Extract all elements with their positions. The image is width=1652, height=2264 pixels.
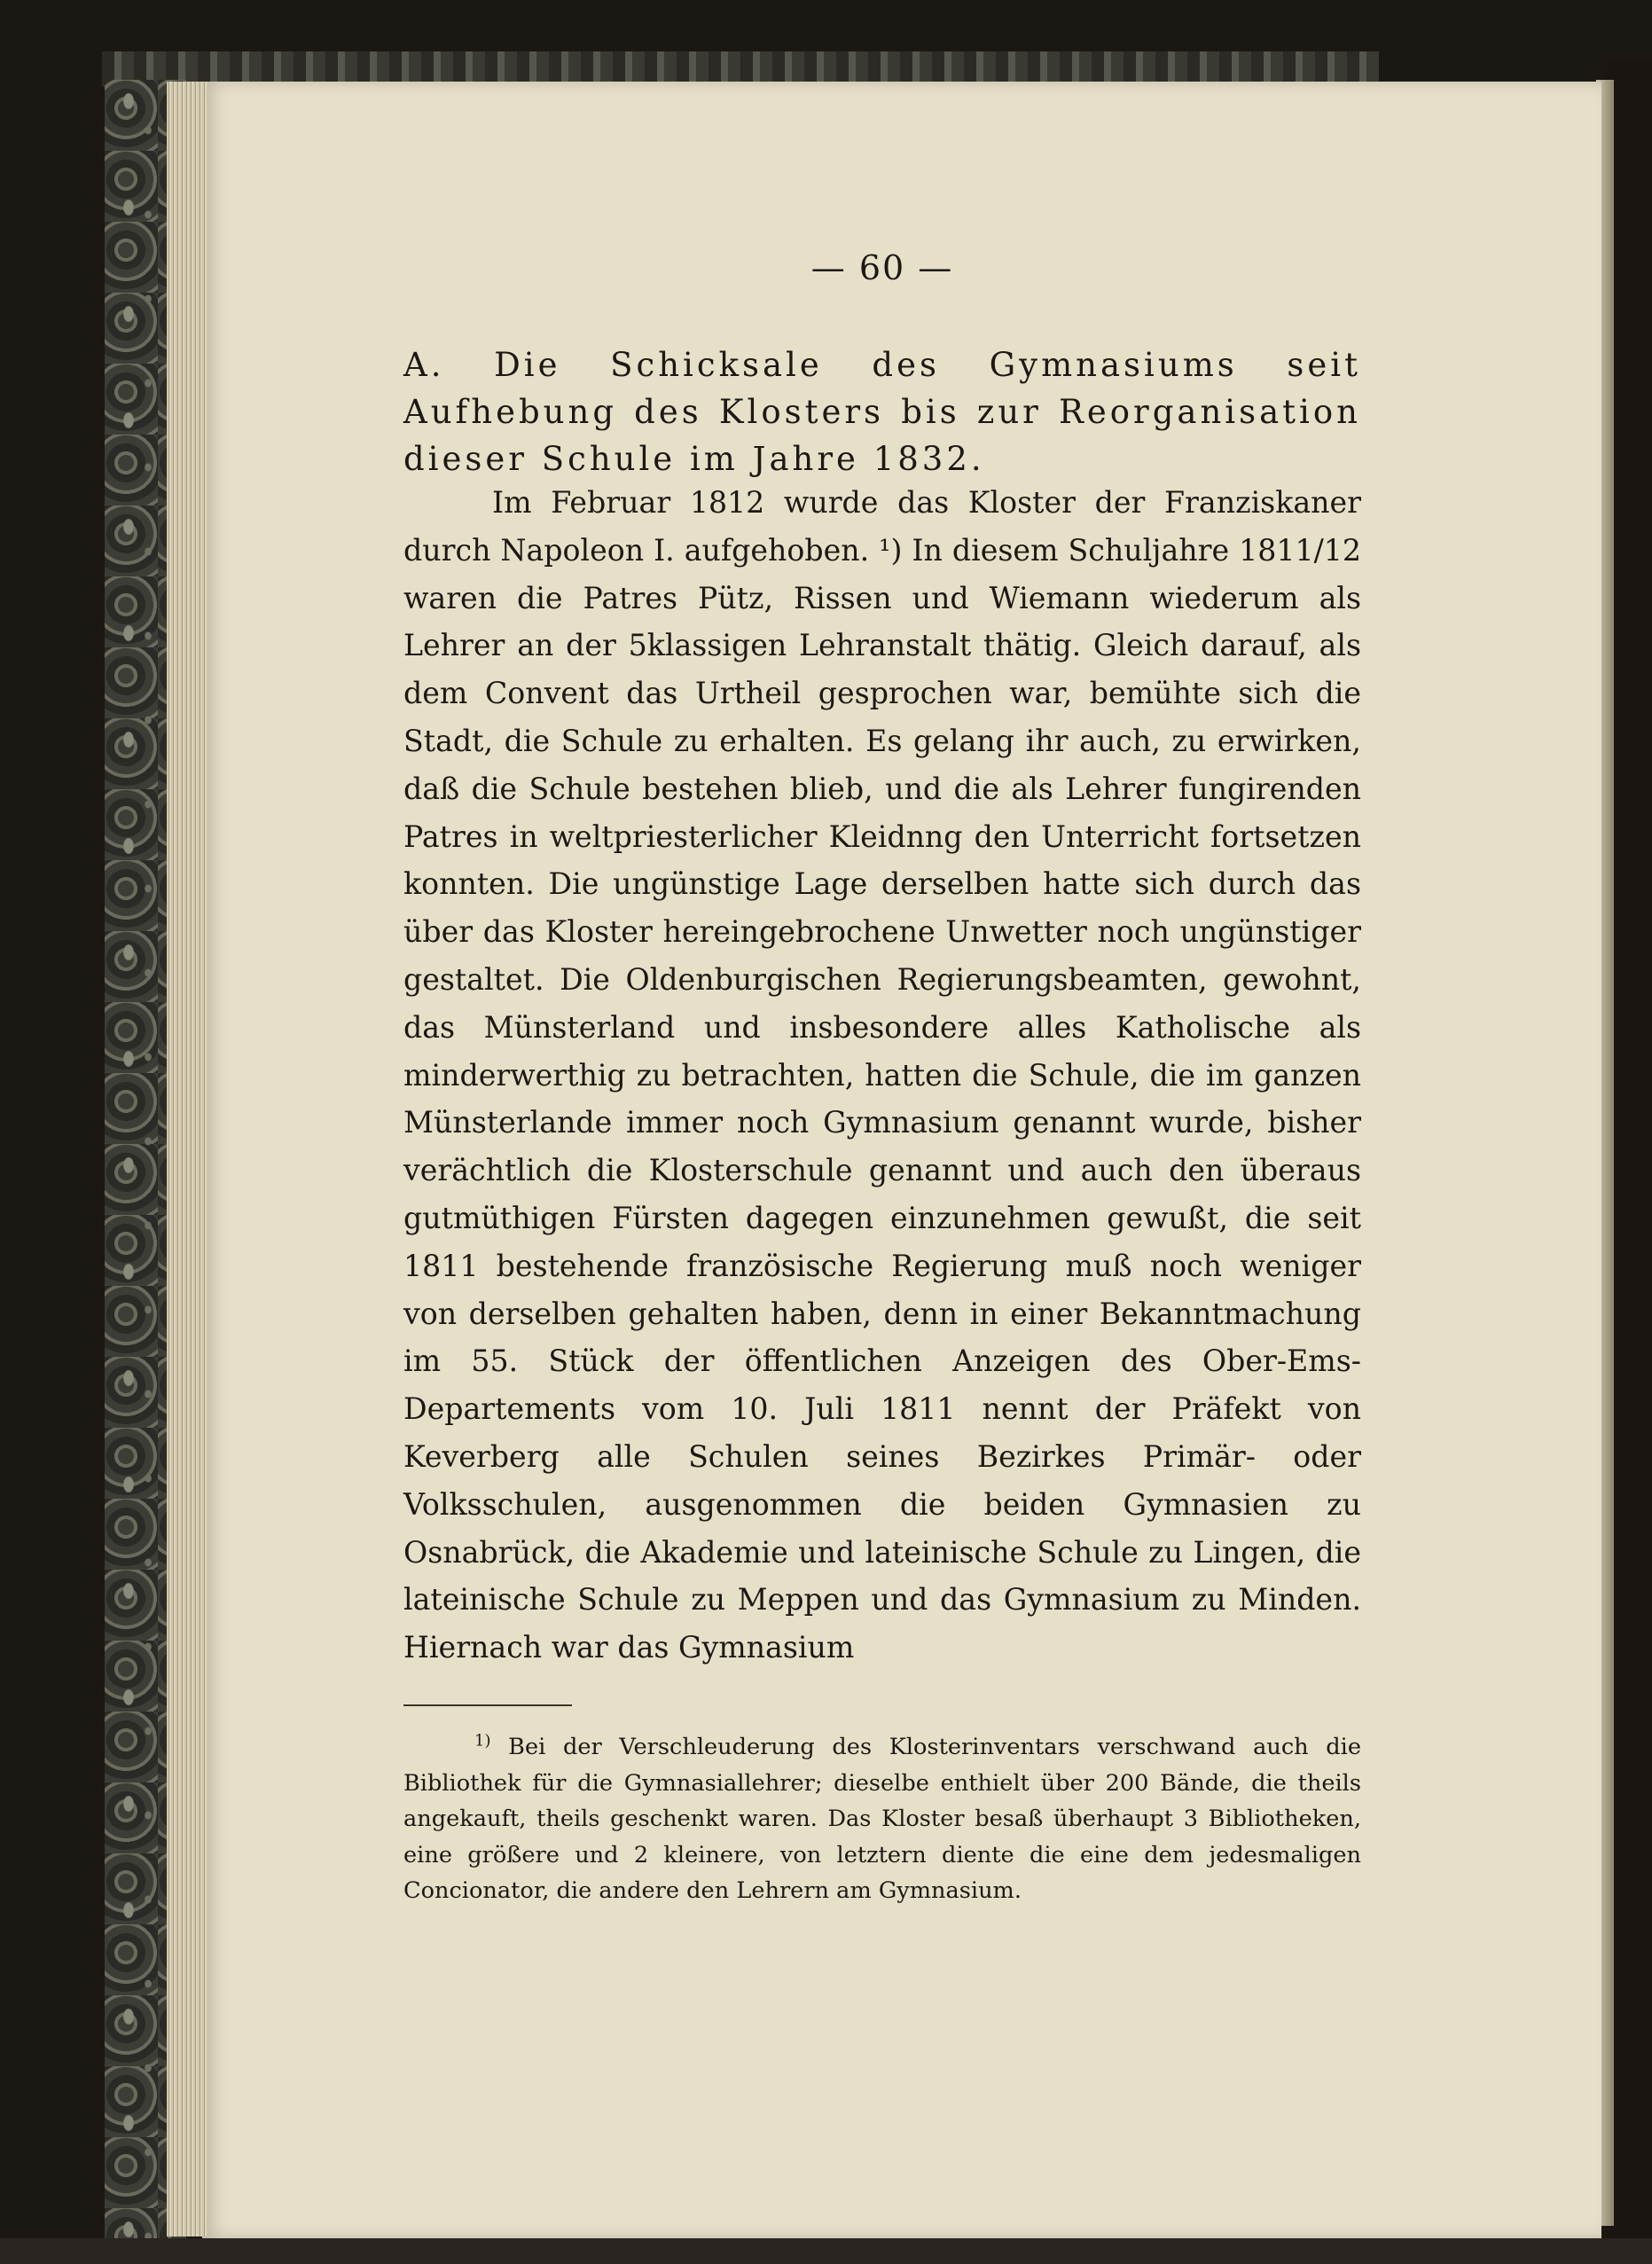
page-stack-edges	[167, 82, 207, 2237]
footnote-text: Bei der Verschleuderung des Klosterinventars verschwand auch die Bibliothek für die Gymnasiallehrer; dieselbe enthielt über 200 Bände, die theils angekauft, theils geschenkt waren. Das Kloster besaß überhaupt 3 Bibliotheken, eine größere und 2 kleinere, von letztern diente die eine dem jedesmaligen Concionator, die andere den Lehrern am Gymnasium.	[403, 1734, 1362, 1905]
body-paragraph: Im Februar 1812 wurde das Kloster der Franziskaner durch Napoleon I. aufgehoben. ¹) In diesem Schuljahre 1811/12 waren die Patres Pütz, Rissen und Wiemann wiederum als Lehrer an der 5klassigen Lehranstalt thätig. Gleich darauf, als dem Convent das Urtheil gesprochen war, bemühte sich die Stadt, die Schule zu erhalten. Es gelang ihr auch, zu erwirken, daß die Schule bestehen blieb, und die als Lehrer fungirenden Patres in weltpriesterlicher Kleidnng den Unterricht fortsetzen konnten. Die ungünstige Lage derselben hatte sich durch das über das Kloster hereingebrochene Unwetter noch ungünstiger gestaltet. Die Oldenburgischen Regierungsbeamten, gewohnt, das Münsterland und insbesondere alles Katholische als minderwerthig zu betrachten, hatten die Schule, die im ganzen Münsterlande immer noch Gymnasium genannt wurde, bisher verächtlich die Klosterschule genannt und auch den überaus gutmüthigen Fürsten dagegen einzunehmen gewußt, die seit 1811 bestehende französische Regierung muß noch weniger von derselben gehalten haben, denn in einer Bekanntmachung im 55. Stück der öffentlichen Anzeigen des Ober-Ems-Departements vom 10. Juli 1811 nennt der Präfekt von Keverberg alle Schulen seines Bezirkes Primär- oder Volksschulen, ausgenommen die beiden Gymnasien zu Osnabrück, die Akademie und lateinische Schule zu Lingen, die lateinische Schule zu Meppen und das Gymnasium zu Minden. Hiernach war das Gymnasium	[403, 485, 1361, 1665]
footnote-marker: 1)	[474, 1731, 491, 1751]
footnote-rule	[403, 1704, 572, 1706]
bottom-edge	[0, 2238, 1652, 2264]
footnote	[403, 1729, 1361, 1909]
section-heading: A. Die Schicksale des Gymnasiums seit Aufhebung des Klosters bis zur Reorganisation dieser Schule im Jahre 1832.	[403, 346, 1361, 478]
page-number: — 60 —	[810, 248, 954, 287]
